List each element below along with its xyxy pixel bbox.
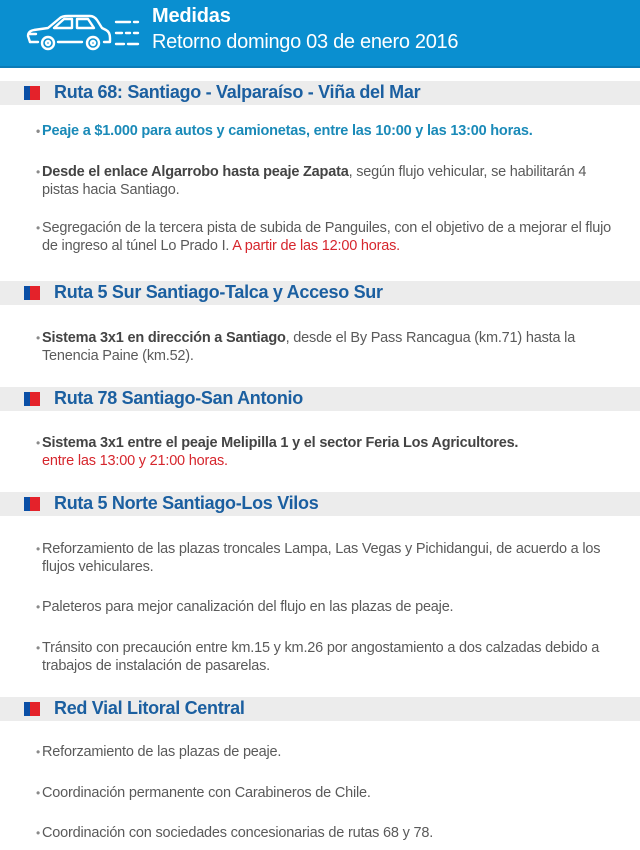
- section-header-red-vial-litoral: [0, 697, 640, 721]
- item-text: Peaje a $1.000 para autos y camionetas, entre las 10:00 y las 13:00 horas.: [42, 123, 533, 139]
- item-text: Coordinación con sociedades concesionarias de rutas 68 y 78.: [42, 825, 434, 841]
- item-highlight-red: entre las 13:00 y 21:00 horas.: [42, 453, 228, 469]
- car-icon: [24, 12, 144, 54]
- bullet: •: [36, 542, 41, 556]
- item-text: , según flujo vehicular, se habilitarán 4 pistas hacia Santiago.: [42, 164, 587, 198]
- item-text: Paleteros para mejor canalización del flujo en las plazas de peaje.: [42, 599, 454, 615]
- bullet: •: [36, 331, 41, 345]
- page-subtitle: Retorno domingo 03 de enero 2016: [152, 31, 459, 53]
- item-text: Coordinación permanente con Carabineros de Chile.: [42, 785, 371, 801]
- bullet: •: [36, 165, 41, 179]
- section-header-ruta-78: [0, 387, 640, 411]
- list-item: [36, 122, 616, 140]
- section-title: Red Vial Litoral Central: [54, 698, 245, 718]
- bullet: •: [36, 641, 41, 655]
- item-text: , desde el By Pass Rancagua (km.71) hasta la Tenencia Paine (km.52).: [42, 330, 576, 364]
- list-item: [36, 824, 616, 842]
- chile-flag-icon: [24, 392, 40, 406]
- item-bold-text: Sistema 3x1 en dirección a Santiago: [42, 330, 286, 346]
- chile-flag-icon: [24, 702, 40, 716]
- chile-flag-icon: [24, 497, 40, 511]
- section-title: Ruta 78 Santiago-San Antonio: [54, 388, 303, 408]
- bullet: •: [36, 124, 41, 138]
- item-highlight-red: A partir de las 12:00 horas.: [232, 238, 400, 254]
- list-item: [36, 639, 616, 675]
- list-item: [36, 163, 616, 199]
- section-title: Ruta 5 Sur Santiago-Talca y Acceso Sur: [54, 282, 383, 302]
- item-text: Reforzamiento de las plazas de peaje.: [42, 744, 282, 760]
- list-item: [36, 540, 616, 576]
- page-title: Medidas: [152, 5, 231, 27]
- bullet: •: [36, 786, 41, 800]
- list-item: [36, 598, 616, 616]
- item-text: Reforzamiento de las plazas troncales Lampa, Las Vegas y Pichidangui, de acuerdo a los flujos vehiculares.: [42, 541, 601, 575]
- chile-flag-icon: [24, 286, 40, 300]
- list-item: [36, 329, 616, 365]
- list-item: [36, 434, 616, 470]
- item-bold-text: Sistema 3x1 entre el peaje Melipilla 1 y el sector Feria Los Agricultores.: [42, 435, 519, 451]
- item-text: Tránsito con precaución entre km.15 y km.26 por angostamiento a dos calzadas debido a trabajos de instalación de pasarelas.: [42, 640, 600, 674]
- chile-flag-icon: [24, 86, 40, 100]
- section-header-ruta-68: [0, 81, 640, 105]
- bullet: •: [36, 826, 41, 840]
- list-item: [36, 219, 616, 255]
- list-item: [36, 784, 616, 802]
- section-title: Ruta 5 Norte Santiago-Los Vilos: [54, 493, 319, 513]
- list-item: [36, 743, 616, 761]
- item-text: Segregación de la tercera pista de subida de Panguiles, con el objetivo de a mejorar el flujo de ingreso al túnel Lo Prado I.: [42, 220, 612, 254]
- bullet: •: [36, 221, 41, 235]
- section-title: Ruta 68: Santiago - Valparaíso - Viña del Mar: [54, 82, 421, 102]
- bullet: •: [36, 600, 41, 614]
- bullet: •: [36, 745, 41, 759]
- section-header-ruta-5-sur: [0, 281, 640, 305]
- header-banner: [0, 0, 640, 68]
- section-header-ruta-5-norte: [0, 492, 640, 516]
- bullet: •: [36, 436, 41, 450]
- item-bold-text: Desde el enlace Algarrobo hasta peaje Zapata: [42, 164, 349, 180]
